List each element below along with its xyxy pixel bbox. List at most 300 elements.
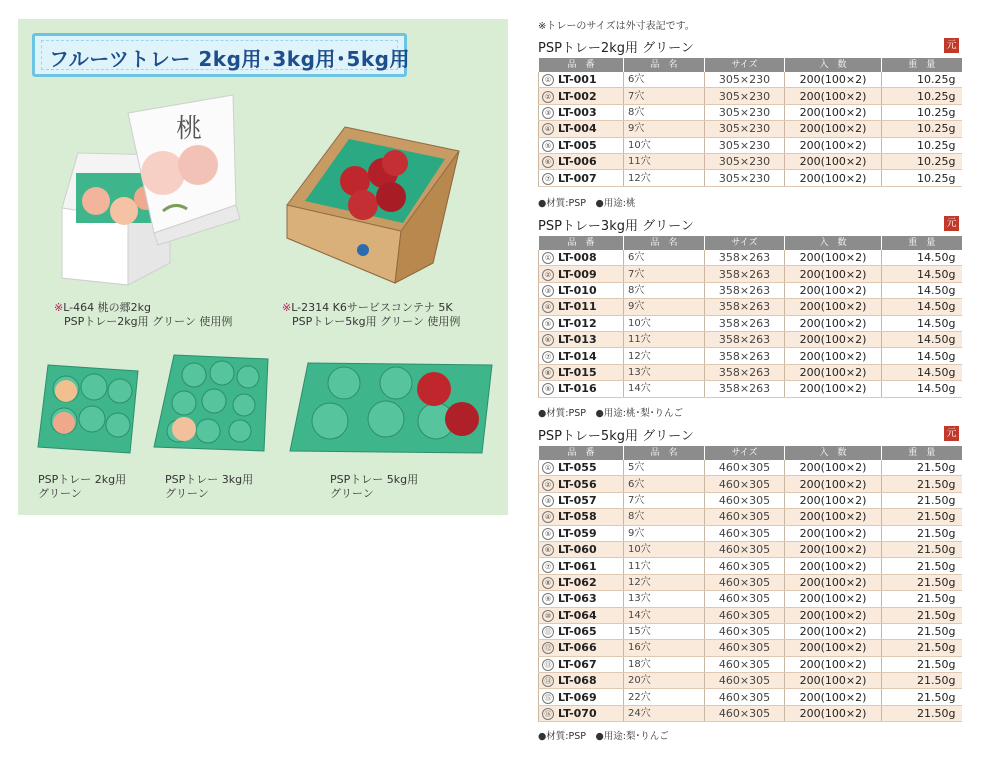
table-row xyxy=(539,282,962,298)
item-size: 358×263 xyxy=(705,266,785,282)
item-quantity: 200(100×2) xyxy=(785,170,882,186)
section-title-3kg: PSPトレー3kg用 グリーン xyxy=(538,219,694,234)
row-index-badge: ⑧ xyxy=(542,367,554,379)
item-number-cell xyxy=(539,121,624,137)
table-row xyxy=(539,137,962,153)
item-name: 11穴 xyxy=(624,331,705,347)
item-number: LT-010 xyxy=(558,283,597,297)
item-name: 11穴 xyxy=(624,558,705,574)
item-number: LT-060 xyxy=(558,543,597,557)
table-row xyxy=(539,153,962,169)
item-number: LT-007 xyxy=(558,171,597,185)
material-note-2kg: ●材質:PSP ●用途:桃 xyxy=(538,198,636,209)
item-weight: 10.25g xyxy=(882,170,962,186)
row-index-badge: ⑮ xyxy=(542,692,554,704)
item-weight: 21.50g xyxy=(882,673,962,689)
item-quantity: 200(100×2) xyxy=(785,525,882,541)
header-size: サイズ xyxy=(705,58,785,72)
table-row xyxy=(539,348,962,364)
item-quantity: 200(100×2) xyxy=(785,607,882,623)
item-number: LT-068 xyxy=(558,674,597,688)
item-number-cell xyxy=(539,315,624,331)
item-weight: 10.25g xyxy=(882,104,962,120)
row-index-badge: ⑯ xyxy=(542,708,554,720)
item-name: 10穴 xyxy=(624,315,705,331)
item-size: 460×305 xyxy=(705,541,785,557)
item-weight: 10.25g xyxy=(882,153,962,169)
item-name: 9穴 xyxy=(624,525,705,541)
caption-tray-5kg xyxy=(330,473,418,501)
item-number: LT-012 xyxy=(558,316,597,330)
item-quantity: 200(100×2) xyxy=(785,153,882,169)
row-index-badge: ② xyxy=(542,479,554,491)
row-index-badge: ⑨ xyxy=(542,593,554,605)
item-name: 10穴 xyxy=(624,137,705,153)
item-quantity: 200(100×2) xyxy=(785,250,882,266)
table-row xyxy=(539,623,962,639)
item-weight: 14.50g xyxy=(882,364,962,380)
row-index-badge: ⑫ xyxy=(542,642,554,654)
item-weight: 21.50g xyxy=(882,509,962,525)
item-number-cell xyxy=(539,170,624,186)
item-name: 22穴 xyxy=(624,689,705,705)
item-size: 460×305 xyxy=(705,574,785,590)
item-number-cell xyxy=(539,541,624,557)
table-row xyxy=(539,250,962,266)
row-index-badge: ① xyxy=(542,252,554,264)
item-name: 8穴 xyxy=(624,509,705,525)
item-size: 460×305 xyxy=(705,623,785,639)
item-name: 13穴 xyxy=(624,364,705,380)
row-index-badge: ⑧ xyxy=(542,577,554,589)
item-quantity: 200(100×2) xyxy=(785,381,882,397)
item-number-cell xyxy=(539,640,624,656)
item-quantity: 200(100×2) xyxy=(785,104,882,120)
item-weight: 10.25g xyxy=(882,72,962,88)
item-name: 7穴 xyxy=(624,492,705,508)
row-index-badge: ④ xyxy=(542,123,554,135)
table-row xyxy=(539,607,962,623)
item-name: 8穴 xyxy=(624,104,705,120)
item-number: LT-069 xyxy=(558,690,597,704)
item-weight: 14.50g xyxy=(882,250,962,266)
row-index-badge: ⑨ xyxy=(542,383,554,395)
title-banner xyxy=(32,33,410,77)
item-size: 358×263 xyxy=(705,282,785,298)
item-name: 9穴 xyxy=(624,299,705,315)
item-size: 460×305 xyxy=(705,673,785,689)
item-number: LT-057 xyxy=(558,493,597,507)
item-number-cell xyxy=(539,299,624,315)
item-size: 460×305 xyxy=(705,640,785,656)
item-number: LT-064 xyxy=(558,608,597,622)
table-row xyxy=(539,591,962,607)
item-quantity: 200(100×2) xyxy=(785,72,882,88)
header-qty: 入 数 xyxy=(785,236,882,250)
item-quantity: 200(100×2) xyxy=(785,282,882,298)
item-weight: 21.50g xyxy=(882,689,962,705)
caption-tray-2kg-line1: PSPトレー 2kg用 xyxy=(38,473,127,486)
item-number-cell xyxy=(539,673,624,689)
item-size: 305×230 xyxy=(705,121,785,137)
item-quantity: 200(100×2) xyxy=(785,640,882,656)
item-number-cell xyxy=(539,656,624,672)
item-number: LT-004 xyxy=(558,122,597,136)
item-quantity: 200(100×2) xyxy=(785,266,882,282)
item-quantity: 200(100×2) xyxy=(785,574,882,590)
item-name: 5穴 xyxy=(624,460,705,476)
row-index-badge: ② xyxy=(542,269,554,281)
item-number-cell xyxy=(539,364,624,380)
item-number: LT-056 xyxy=(558,477,597,491)
table-row xyxy=(539,509,962,525)
row-index-badge: ③ xyxy=(542,285,554,297)
caption-peach-box-line1: L-464 桃の郷2kg xyxy=(63,301,151,314)
item-number: LT-055 xyxy=(558,461,597,475)
item-quantity: 200(100×2) xyxy=(785,476,882,492)
item-name: 11穴 xyxy=(624,153,705,169)
item-number-cell xyxy=(539,282,624,298)
item-number: LT-006 xyxy=(558,155,597,169)
table-row xyxy=(539,689,962,705)
item-quantity: 200(100×2) xyxy=(785,541,882,557)
header-name: 品 名 xyxy=(624,236,705,250)
tray-3kg-photo xyxy=(148,351,273,456)
caption-apple-container-line1: L-2314 K6サービスコンテナ 5K xyxy=(291,301,453,314)
row-index-badge: ⑤ xyxy=(542,528,554,540)
row-index-badge: ⑥ xyxy=(542,544,554,556)
table-row xyxy=(539,121,962,137)
item-size: 305×230 xyxy=(705,88,785,104)
item-quantity: 200(100×2) xyxy=(785,121,882,137)
item-number: LT-015 xyxy=(558,365,597,379)
item-number: LT-003 xyxy=(558,105,597,119)
item-number-cell xyxy=(539,623,624,639)
item-number-cell xyxy=(539,153,624,169)
table-header xyxy=(539,236,962,250)
item-number: LT-008 xyxy=(558,251,597,265)
header-size: サイズ xyxy=(705,446,785,460)
item-size: 460×305 xyxy=(705,656,785,672)
item-number: LT-066 xyxy=(558,641,597,655)
item-number: LT-067 xyxy=(558,657,597,671)
item-number: LT-009 xyxy=(558,267,597,281)
item-number: LT-062 xyxy=(558,575,597,589)
item-number-cell xyxy=(539,558,624,574)
item-number-cell xyxy=(539,525,624,541)
caption-tray-3kg-line1: PSPトレー 3kg用 xyxy=(165,473,254,486)
item-weight: 10.25g xyxy=(882,137,962,153)
item-number: LT-065 xyxy=(558,625,597,639)
item-size: 460×305 xyxy=(705,525,785,541)
item-size: 305×230 xyxy=(705,153,785,169)
item-size: 460×305 xyxy=(705,705,785,721)
row-index-badge: ⑤ xyxy=(542,318,554,330)
row-index-badge: ⑦ xyxy=(542,173,554,185)
item-size: 305×230 xyxy=(705,104,785,120)
table-row xyxy=(539,104,962,120)
table-row xyxy=(539,705,962,721)
caption-tray-2kg-line2: グリーン xyxy=(38,487,82,500)
table-row xyxy=(539,72,962,88)
item-number-cell xyxy=(539,331,624,347)
item-weight: 21.50g xyxy=(882,656,962,672)
item-size: 460×305 xyxy=(705,591,785,607)
section-title-5kg: PSPトレー5kg用 グリーン xyxy=(538,429,694,444)
item-weight: 14.50g xyxy=(882,266,962,282)
product-photo-panel xyxy=(18,19,508,515)
row-index-badge: ① xyxy=(542,74,554,86)
row-index-badge: ⑪ xyxy=(542,626,554,638)
item-weight: 21.50g xyxy=(882,558,962,574)
item-number-cell xyxy=(539,266,624,282)
item-size: 305×230 xyxy=(705,170,785,186)
item-size: 305×230 xyxy=(705,72,785,88)
item-quantity: 200(100×2) xyxy=(785,364,882,380)
item-name: 12穴 xyxy=(624,170,705,186)
item-size: 358×263 xyxy=(705,381,785,397)
item-weight: 14.50g xyxy=(882,315,962,331)
header-weight: 重 量 xyxy=(882,58,962,72)
tray-5kg-photo xyxy=(286,359,496,457)
item-quantity: 200(100×2) xyxy=(785,348,882,364)
item-number-cell xyxy=(539,509,624,525)
item-number: LT-061 xyxy=(558,559,597,573)
item-number-cell xyxy=(539,492,624,508)
table-header xyxy=(539,58,962,72)
table-header xyxy=(539,446,962,460)
item-weight: 21.50g xyxy=(882,574,962,590)
item-number-cell xyxy=(539,689,624,705)
item-size: 460×305 xyxy=(705,558,785,574)
table-row xyxy=(539,525,962,541)
item-size: 358×263 xyxy=(705,315,785,331)
header-name: 品 名 xyxy=(624,58,705,72)
item-number: LT-013 xyxy=(558,333,597,347)
item-size: 358×263 xyxy=(705,299,785,315)
item-weight: 21.50g xyxy=(882,525,962,541)
caption-tray-3kg-line2: グリーン xyxy=(165,487,209,500)
item-size: 358×263 xyxy=(705,348,785,364)
item-name: 20穴 xyxy=(624,673,705,689)
table-row xyxy=(539,541,962,557)
item-size: 460×305 xyxy=(705,476,785,492)
header-weight: 重 量 xyxy=(882,236,962,250)
item-quantity: 200(100×2) xyxy=(785,88,882,104)
header-name: 品 名 xyxy=(624,446,705,460)
row-index-badge: ⑦ xyxy=(542,351,554,363)
item-name: 10穴 xyxy=(624,541,705,557)
table-row xyxy=(539,492,962,508)
table-row xyxy=(539,460,962,476)
row-index-badge: ③ xyxy=(542,495,554,507)
row-index-badge: ① xyxy=(542,462,554,474)
item-number-cell xyxy=(539,476,624,492)
item-size: 460×305 xyxy=(705,509,785,525)
table-row xyxy=(539,656,962,672)
item-name: 12穴 xyxy=(624,348,705,364)
item-number: LT-002 xyxy=(558,89,597,103)
item-size: 460×305 xyxy=(705,607,785,623)
section-title-2kg: PSPトレー2kg用 グリーン xyxy=(538,41,694,56)
item-number-cell xyxy=(539,348,624,364)
row-index-badge: ⑦ xyxy=(542,561,554,573)
item-weight: 21.50g xyxy=(882,460,962,476)
item-weight: 21.50g xyxy=(882,541,962,557)
item-number: LT-016 xyxy=(558,382,597,396)
item-weight: 21.50g xyxy=(882,705,962,721)
row-index-badge: ⑥ xyxy=(542,334,554,346)
item-number: LT-058 xyxy=(558,510,597,524)
item-weight: 21.50g xyxy=(882,492,962,508)
item-weight: 21.50g xyxy=(882,640,962,656)
item-number-cell xyxy=(539,591,624,607)
caption-apple-container: ※L-2314 K6サービスコンテナ 5K PSPトレー5kg用 グリーン 使用例 xyxy=(282,301,461,328)
item-size: 460×305 xyxy=(705,492,785,508)
item-name: 18穴 xyxy=(624,656,705,672)
row-index-badge: ② xyxy=(542,91,554,103)
item-number: LT-063 xyxy=(558,592,597,606)
caption-peach-box: ※L-464 桃の郷2kg PSPトレー2kg用 グリーン 使用例 xyxy=(54,301,233,328)
yen-icon: 元 xyxy=(944,216,959,231)
item-weight: 14.50g xyxy=(882,331,962,347)
caption-tray-2kg xyxy=(38,473,126,501)
item-name: 14穴 xyxy=(624,607,705,623)
item-size: 460×305 xyxy=(705,689,785,705)
item-name: 12穴 xyxy=(624,574,705,590)
row-index-badge: ④ xyxy=(542,511,554,523)
item-name: 24穴 xyxy=(624,705,705,721)
table-row xyxy=(539,266,962,282)
table-row xyxy=(539,88,962,104)
item-name: 9穴 xyxy=(624,121,705,137)
header-no: 品 番 xyxy=(539,446,624,460)
item-number: LT-014 xyxy=(558,349,597,363)
row-index-badge: ④ xyxy=(542,301,554,313)
item-number-cell xyxy=(539,137,624,153)
item-name: 14穴 xyxy=(624,381,705,397)
item-quantity: 200(100×2) xyxy=(785,331,882,347)
item-quantity: 200(100×2) xyxy=(785,315,882,331)
header-qty: 入 数 xyxy=(785,58,882,72)
header-no: 品 番 xyxy=(539,236,624,250)
item-quantity: 200(100×2) xyxy=(785,137,882,153)
caption-peach-box-line2: PSPトレー2kg用 グリーン 使用例 xyxy=(64,315,233,328)
size-note: ※トレーのサイズは外寸表記です。 xyxy=(538,21,695,32)
table-row xyxy=(539,299,962,315)
item-name: 8穴 xyxy=(624,282,705,298)
item-weight: 21.50g xyxy=(882,607,962,623)
item-name: 6穴 xyxy=(624,476,705,492)
caption-tray-5kg-line2: グリーン xyxy=(330,487,374,500)
item-name: 6穴 xyxy=(624,250,705,266)
table-row xyxy=(539,315,962,331)
item-number-cell xyxy=(539,88,624,104)
row-index-badge: ⑤ xyxy=(542,140,554,152)
banner-title: フルーツトレー 2kg用･3kg用･5kg用 xyxy=(49,47,410,71)
item-name: 13穴 xyxy=(624,591,705,607)
spec-table-5kg xyxy=(538,446,962,722)
item-weight: 10.25g xyxy=(882,88,962,104)
item-size: 358×263 xyxy=(705,364,785,380)
item-name: 6穴 xyxy=(624,72,705,88)
item-number-cell xyxy=(539,460,624,476)
item-number-cell xyxy=(539,381,624,397)
item-number-cell xyxy=(539,72,624,88)
item-size: 358×263 xyxy=(705,250,785,266)
table-row xyxy=(539,640,962,656)
item-number-cell xyxy=(539,607,624,623)
table-row xyxy=(539,170,962,186)
item-name: 7穴 xyxy=(624,266,705,282)
item-size: 305×230 xyxy=(705,137,785,153)
table-row xyxy=(539,574,962,590)
row-index-badge: ⑥ xyxy=(542,156,554,168)
item-quantity: 200(100×2) xyxy=(785,591,882,607)
item-quantity: 200(100×2) xyxy=(785,689,882,705)
item-quantity: 200(100×2) xyxy=(785,299,882,315)
item-number-cell xyxy=(539,104,624,120)
peach-box-photo xyxy=(58,93,258,293)
item-number: LT-059 xyxy=(558,526,597,540)
item-number: LT-005 xyxy=(558,138,597,152)
item-weight: 21.50g xyxy=(882,476,962,492)
item-weight: 14.50g xyxy=(882,381,962,397)
item-quantity: 200(100×2) xyxy=(785,558,882,574)
item-weight: 21.50g xyxy=(882,623,962,639)
row-index-badge: ⑬ xyxy=(542,659,554,671)
item-name: 7穴 xyxy=(624,88,705,104)
row-index-badge: ⑩ xyxy=(542,610,554,622)
caption-tray-5kg-line1: PSPトレー 5kg用 xyxy=(330,473,419,486)
row-index-badge: ③ xyxy=(542,107,554,119)
item-weight: 10.25g xyxy=(882,121,962,137)
header-size: サイズ xyxy=(705,236,785,250)
table-row xyxy=(539,381,962,397)
header-no: 品 番 xyxy=(539,58,624,72)
item-quantity: 200(100×2) xyxy=(785,673,882,689)
caption-tray-3kg xyxy=(165,473,253,501)
item-quantity: 200(100×2) xyxy=(785,656,882,672)
svg-text:桃: 桃 xyxy=(176,114,203,144)
spec-table-3kg xyxy=(538,236,962,398)
item-number: LT-001 xyxy=(558,73,597,87)
material-note-5kg: ●材質:PSP ●用途:梨･りんご xyxy=(538,731,669,742)
table-row xyxy=(539,331,962,347)
table-row xyxy=(539,558,962,574)
item-size: 460×305 xyxy=(705,460,785,476)
item-weight: 14.50g xyxy=(882,348,962,364)
spec-table-2kg xyxy=(538,58,962,187)
table-row xyxy=(539,364,962,380)
item-quantity: 200(100×2) xyxy=(785,460,882,476)
item-number-cell xyxy=(539,574,624,590)
item-quantity: 200(100×2) xyxy=(785,492,882,508)
item-weight: 14.50g xyxy=(882,282,962,298)
item-weight: 14.50g xyxy=(882,299,962,315)
row-index-badge: ⑭ xyxy=(542,675,554,687)
item-number: LT-070 xyxy=(558,707,597,721)
header-weight: 重 量 xyxy=(882,446,962,460)
item-quantity: 200(100×2) xyxy=(785,705,882,721)
item-name: 16穴 xyxy=(624,640,705,656)
material-note-3kg: ●材質:PSP ●用途:桃･梨･りんご xyxy=(538,408,683,419)
header-qty: 入 数 xyxy=(785,446,882,460)
item-name: 15穴 xyxy=(624,623,705,639)
item-quantity: 200(100×2) xyxy=(785,623,882,639)
apple-container-photo xyxy=(283,123,468,288)
caption-apple-container-line2: PSPトレー5kg用 グリーン 使用例 xyxy=(292,315,461,328)
